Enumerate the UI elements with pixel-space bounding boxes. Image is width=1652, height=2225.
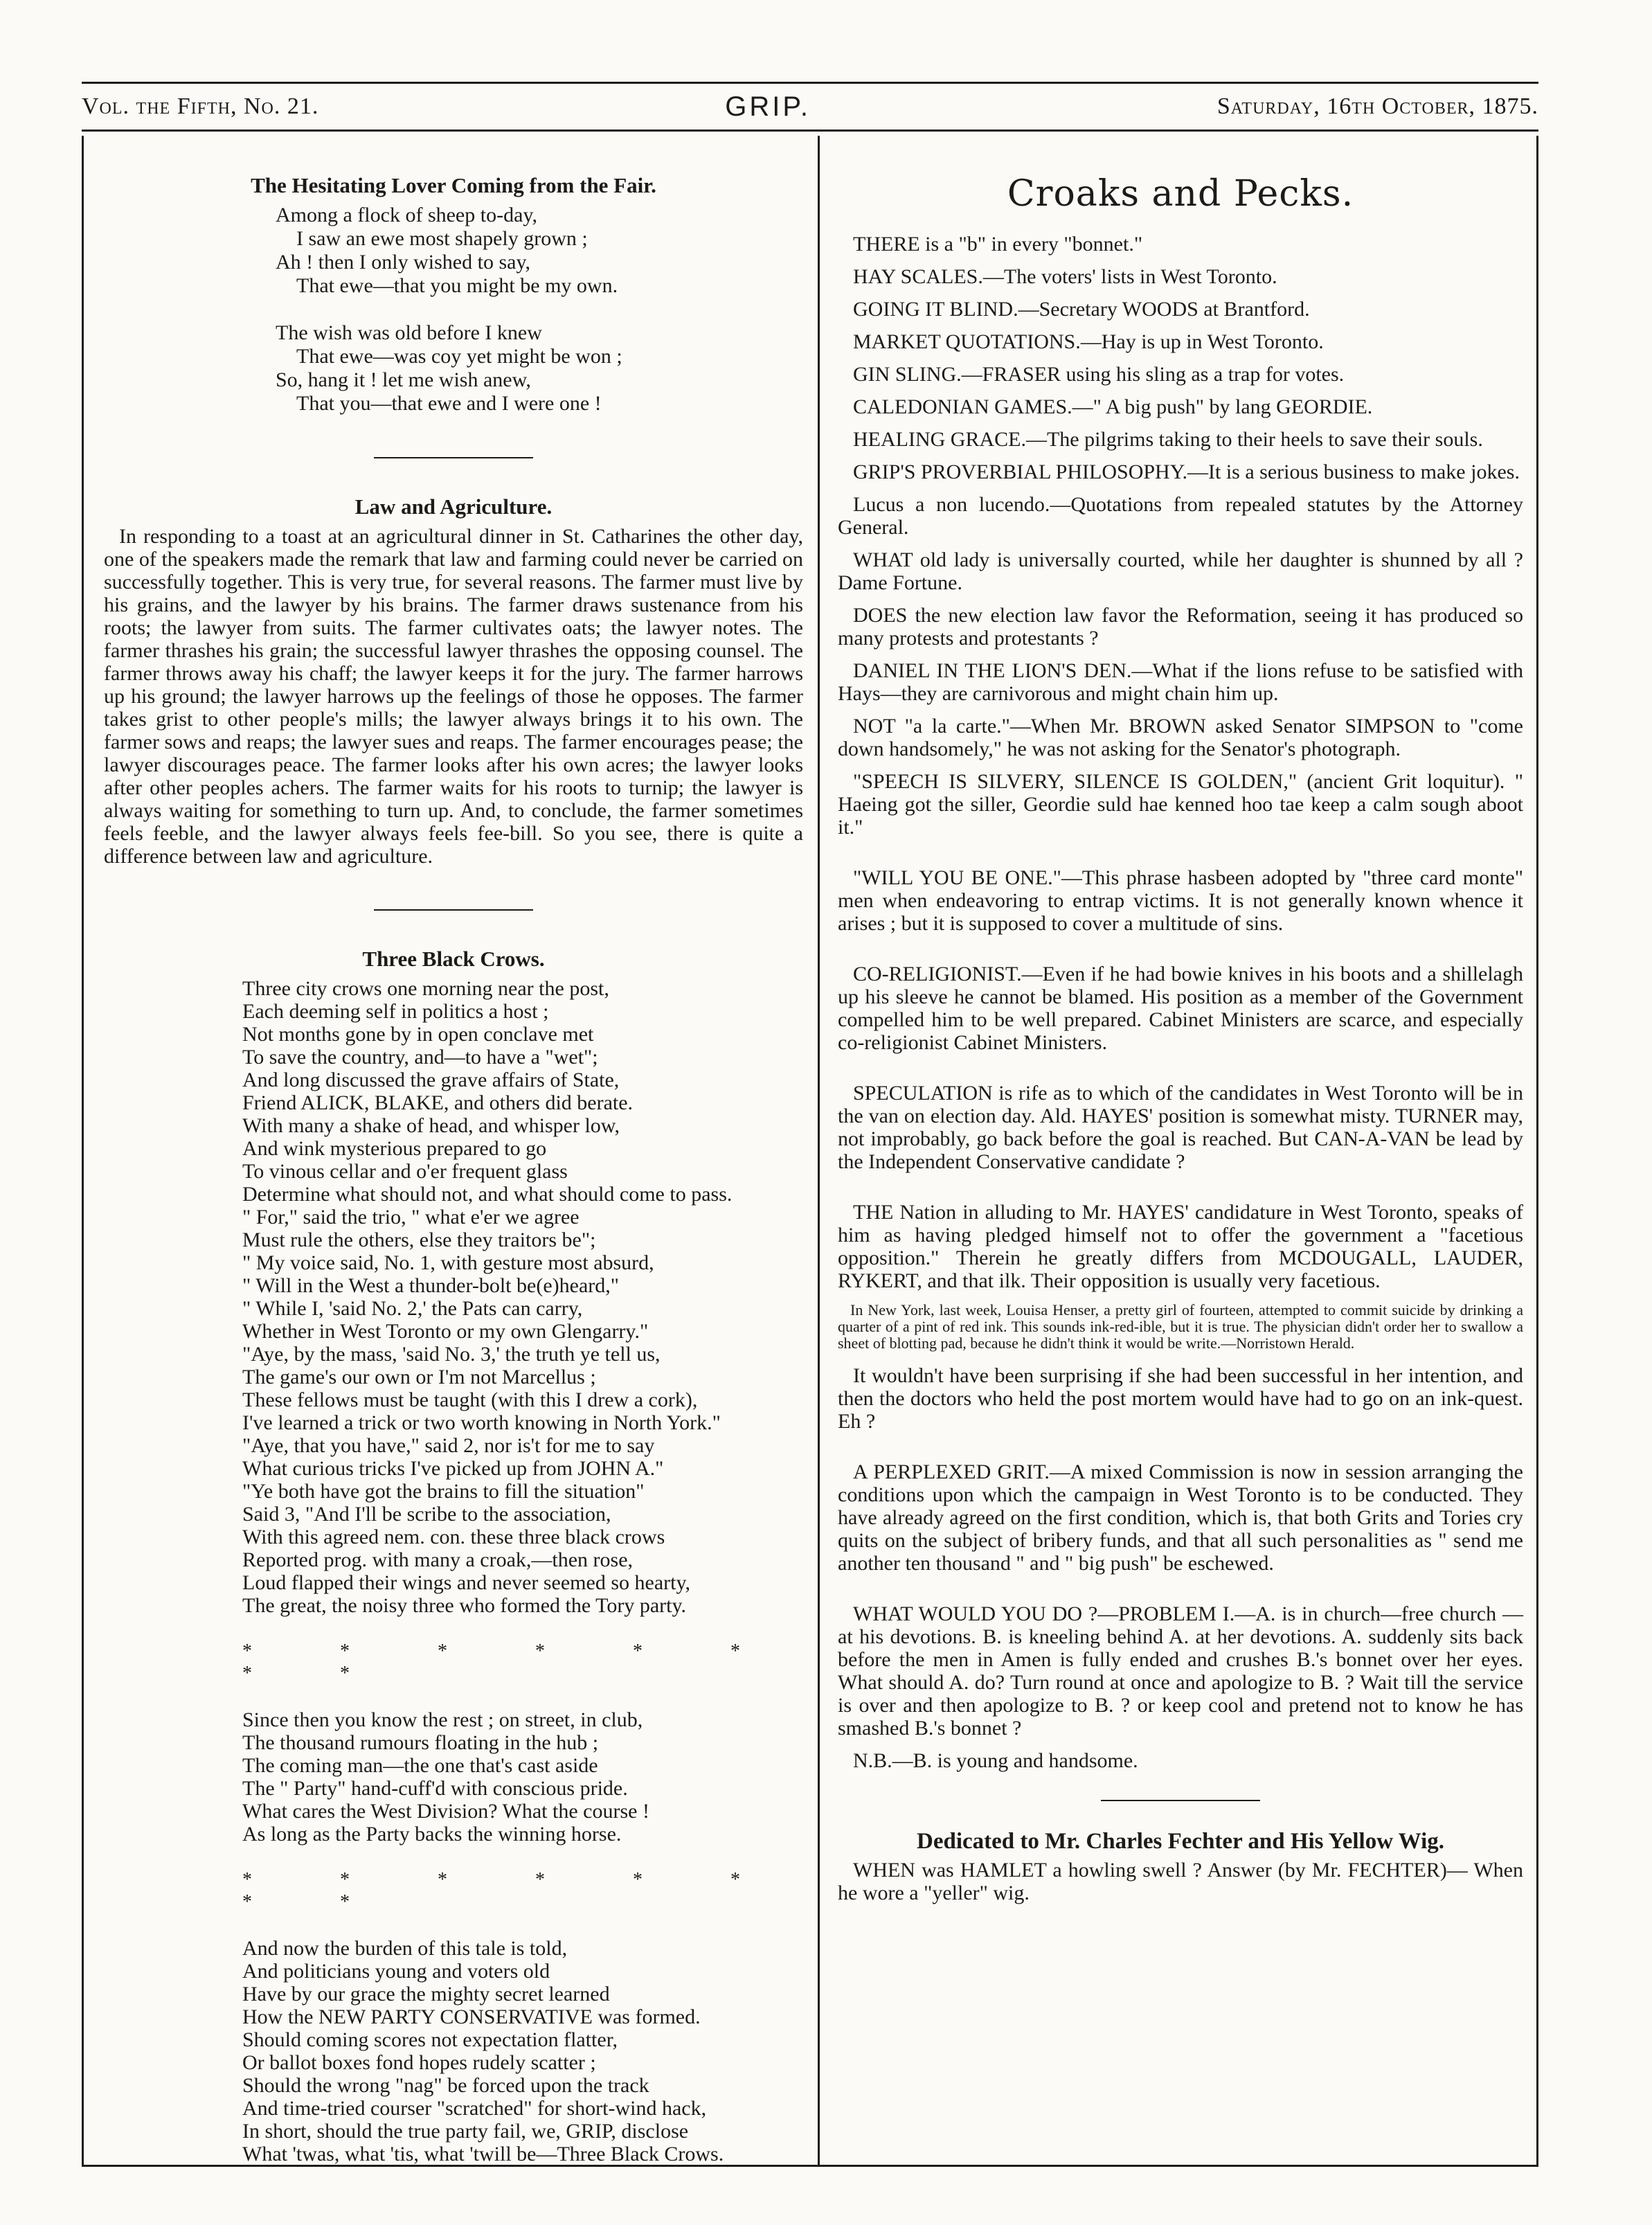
left-border (82, 136, 84, 2165)
section-divider (374, 909, 533, 911)
poem-line: Among a flock of sheep to-day, (276, 204, 537, 226)
poem-line: Friend ALICK, BLAKE, and others did berate. (242, 1091, 634, 1114)
crows-poem-title: Three Black Crows. (362, 947, 545, 971)
lover-stanza-1 (276, 204, 803, 298)
poem-line: Not months gone by in open conclave met (242, 1023, 594, 1046)
poem-line: The game's our own or I'm not Marcellus ; (242, 1366, 596, 1388)
croak-item: CALEDONIAN GAMES.—" A big push" by lang GEORDIE. (853, 395, 1373, 418)
poem-line: With many a shake of head, and whisper low, (242, 1114, 620, 1137)
poem-line: I've learned a trick or two worth knowing in North York." (242, 1411, 721, 1434)
poem-line: How the NEW PARTY CONSERVATIVE was formed. (242, 2005, 701, 2028)
poem-line: The thousand rumours floating in the hub ; (242, 1731, 599, 1754)
volume-number: Vol. the Fifth, No. 21. (82, 93, 319, 119)
croak-item: SPECULATION is rife as to which of the candidates in West Toronto will be in the van on election day. Ald. HAYES' position is somewhat misty. TURNER may, not improbably, go back before the goal is reached. But CAN-A-VAN be lead by the Independent Conservative candidate ? (838, 1082, 1523, 1173)
ink-suicide-note: In New York, last week, Louisa Henser, a pretty girl of fourteen, attempted to commit suicide by drinking a quarter of a pint of red ink. This sounds ink-red-ible, but it is true. The physician didn't order her to swallow a sheet of blotting pad, because he didn't think it would be write.—Norristown Herald. (838, 1301, 1523, 1352)
crows-poem-part-1 (242, 977, 803, 1617)
croak-item: It wouldn't have been surprising if she had been successful in her intention, and then the doctors who held the post mortem would have had to go on an ink-quest. Eh ? (838, 1364, 1523, 1433)
croak-item: WHAT WOULD YOU DO ?—PROBLEM I.—A. is in church—free church —at his devotions. B. is kneeling behind A. at her devotions. A. suddenly sits back before the men in Amen is fully ended and crushes B.'s bonnet over her eyes. What should A. do? Turn round at once and apologize to B. ? Wait till the service is over and then apologize to B. ? or keep cool and pretend not to know he has smashed B.'s bonnet ? (838, 1602, 1523, 1740)
stars-separator: * * * * * * * * (242, 1641, 782, 1684)
croak-item: "SPEECH IS SILVERY, SILENCE IS GOLDEN," (ancient Grit loquitur). " Haeing got the siller, Geordie suld hae kenned hoo tae keep a calm sough aboot it." (838, 770, 1523, 839)
croak-item: DANIEL IN THE LION'S DEN.—What if the lions refuse to be satisfied with Hays—they are carnivorous and might chain him up. (838, 659, 1523, 705)
poem-line: And wink mysterious prepared to go (242, 1137, 547, 1160)
lover-stanza-2 (276, 321, 803, 415)
croak-item: Lucus a non lucendo.—Quotations from repealed statutes by the Attorney General. (838, 493, 1523, 539)
poem-line: The great, the noisy three who formed the Tory party. (242, 1594, 687, 1617)
poem-line: I saw an ewe most shapely grown ; (296, 227, 588, 250)
poem-line: Determine what should not, and what should come to pass. (242, 1183, 733, 1206)
poem-line: " Will in the West a thunder-bolt be(e)heard," (242, 1274, 619, 1297)
poem-line: These fellows must be taught (with this I drew a cork), (242, 1388, 698, 1411)
poem-line: Since then you know the rest ; on street, in club, (242, 1708, 643, 1731)
croak-item: GRIP'S PROVERBIAL PHILOSOPHY.—It is a serious business to make jokes. (853, 461, 1520, 483)
law-article-title: Law and Agriculture. (354, 494, 553, 519)
poem-line: And time-tried courser "scratched" for short-wind hack, (242, 2097, 707, 2120)
right-column (838, 173, 1523, 1914)
poem-line: So, hang it ! let me wish anew, (276, 368, 531, 391)
section-divider (374, 457, 533, 458)
croak-item: GIN SLING.—FRASER using his sling as a trap for votes. (853, 363, 1345, 386)
poem-line: To save the country, and—to have a "wet"; (242, 1046, 598, 1069)
stars-separator: * * * * * * * * (242, 1869, 782, 1913)
poem-line: Each deeming self in politics a host ; (242, 1000, 549, 1023)
croak-item: NOT "a la carte."—When Mr. BROWN asked Senator SIMPSON to "come down handsomely," he was not asking for the Senator's photograph. (838, 715, 1523, 760)
croak-item: HAY SCALES.—The voters' lists in West Toronto. (853, 265, 1277, 288)
croak-item: MARKET QUOTATIONS.—Hay is up in West Toronto. (853, 330, 1324, 353)
poem-line: "Ye both have got the brains to fill the situation" (242, 1480, 645, 1503)
poem-line: Said 3, "And I'll be scribe to the association, (242, 1503, 611, 1526)
section-divider (1101, 1800, 1260, 1801)
poem-line: That ewe—was coy yet might be won ; (296, 345, 622, 368)
poem-line: "Aye, by the mass, 'said No. 3,' the truth ye tell us, (242, 1343, 661, 1366)
poem-line: The coming man—the one that's cast aside (242, 1754, 598, 1777)
poem-line: And long discussed the grave affairs of State, (242, 1069, 620, 1091)
poem-line: " While I, 'said No. 2,' the Pats can carry, (242, 1297, 583, 1320)
poem-line: " My voice said, No. 1, with gesture most absurd, (242, 1251, 654, 1274)
poem-line: And now the burden of this tale is told, (242, 1937, 568, 1960)
poem-line: " For," said the trio, " what e'er we agree (242, 1206, 580, 1228)
column-divider (818, 136, 820, 2165)
croaks-and-pecks-title: Croaks and Pecks. (1007, 173, 1354, 215)
poem-line: And politicians young and voters old (242, 1960, 550, 1983)
masthead (82, 82, 1538, 132)
crows-poem-part-2 (242, 1708, 803, 1846)
right-border (1536, 136, 1538, 2165)
poem-line: The wish was old before I knew (276, 321, 542, 344)
poem-line: What cares the West Division? What the course ! (242, 1800, 649, 1823)
croak-item: THERE is a "b" in every "bonnet." (853, 233, 1143, 256)
poem-line: Have by our grace the mighty secret learned (242, 1983, 610, 2005)
poem-line: Should the wrong "nag" be forced upon the track (242, 2074, 649, 2097)
croak-item: "WILL YOU BE ONE."—This phrase hasbeen adopted by "three card monte" men when endeavoring to entrap victims. It is not generally known whence it arises ; but it is supposed to cover a multitude of sins. (838, 866, 1523, 935)
croak-item: DOES the new election law favor the Reformation, seeing it has produced so many protests and protestants ? (838, 604, 1523, 650)
croak-item: N.B.—B. is young and handsome. (853, 1749, 1138, 1772)
poem-line: The " Party" hand-cuff'd with conscious pride. (242, 1777, 628, 1800)
fechter-title: Dedicated to Mr. Charles Fechter and His Yellow Wig. (917, 1829, 1444, 1854)
lover-poem-title: The Hesitating Lover Coming from the Fair. (251, 173, 656, 197)
poem-line: "Aye, that you have," said 2, nor is't for me to say (242, 1434, 655, 1457)
crows-poem-part-3 (242, 1937, 803, 2165)
masthead-title: GRIP. (725, 91, 811, 122)
poem-line: Loud flapped their wings and never seemed so hearty, (242, 1571, 691, 1594)
lover-poem (276, 204, 803, 415)
fechter-text: WHEN was HAMLET a howling swell ? Answer (by Mr. FECHTER)— When he wore a "yeller" wig. (838, 1859, 1523, 1904)
croak-item: HEALING GRACE.—The pilgrims taking to their heels to save their souls. (853, 428, 1483, 451)
issue-date: Saturday, 16th October, 1875. (1216, 93, 1538, 119)
croak-item: WHAT old lady is universally courted, while her daughter is shunned by all ? Dame Fortune. (838, 548, 1523, 594)
poem-line: What 'twas, what 'tis, what 'twill be—Three Black Crows. (242, 2143, 724, 2165)
poem-line: Ah ! then I only wished to say, (276, 251, 530, 274)
croak-item: CO-RELIGIONIST.—Even if he had bowie knives in his boots and a shillelagh up his sleeve he cannot be blamed. His position as a member of the Government compelled him to be well prepared. Cabinet Ministers are scarce, and especially co-religionist Cabinet Ministers. (838, 963, 1523, 1054)
poem-line: Reported prog. with many a croak,—then rose, (242, 1548, 634, 1571)
law-article-text: In responding to a toast at an agricultural dinner in St. Catharines the other day, one of the speakers made the remark that law and farming could never be carried on successfully together. This is very true, for several reasons. The farmer must live by his grains, and the lawyer by his brains. The farmer draws sustenance from his roots; the lawyer from suits. The farmer cultivates oats; the lawyer notes. The farmer thrashes his grain; the successful lawyer thrashes the opposing counsel. The farmer throws away his chaff; the lawyer keeps it for the jury. The farmer harrows up his ground; the lawyer harrows up the feelings of those he opposes. The farmer takes grist to other people's mills; the lawyer always brings it to his own. The farmer sows and reaps; the lawyer sues and reaps. The farmer encourages pease; the lawyer discourages peace. The farmer looks after his own acres; the lawyer looks after other peoples achers. The farmer waits for his roots to turnip; the lawyer is always waiting for something to turn up. And, to conclude, the farmer sometimes feels feeble, and the lawyer always feels fee-bill. So you see, there is quite a difference between law and agriculture. (104, 525, 803, 868)
poem-line: Whether in West Toronto or my own Glengarry." (242, 1320, 649, 1343)
poem-line: To vinous cellar and o'er frequent glass (242, 1160, 568, 1183)
poem-line: Or ballot boxes fond hopes rudely scatter ; (242, 2051, 596, 2074)
croak-item: GOING IT BLIND.—Secretary WOODS at Brantford. (853, 298, 1310, 321)
poem-line: Must rule the others, else they traitors be"; (242, 1228, 596, 1251)
poem-line: Three city crows one morning near the post, (242, 977, 609, 1000)
poem-line: In short, should the true party fail, we, GRIP, disclose (242, 2120, 689, 2143)
left-column (104, 173, 803, 2165)
poem-line: As long as the Party backs the winning horse. (242, 1823, 622, 1846)
poem-line: With this agreed nem. con. these three black crows (242, 1526, 665, 1548)
poem-line: Should coming scores not expectation flatter, (242, 2028, 618, 2051)
poem-line: What curious tricks I've picked up from JOHN A." (242, 1457, 664, 1480)
poem-line: That you—that ewe and I were one ! (296, 392, 602, 415)
croak-item: THE Nation in alluding to Mr. HAYES' candidature in West Toronto, speaks of him as having pledged himself not to offer the government a "facetious opposition." Therein he greatly differs from MCDOUGALL, LAUDER, RYKERT, and that ilk. Their opposition is usually very facetious. (838, 1201, 1523, 1292)
poem-line: That ewe—that you might be my own. (296, 274, 618, 297)
croak-item: A PERPLEXED GRIT.—A mixed Commission is now in session arranging the conditions upon which the campaign in West Toronto is to be conducted. They have already agreed on the first condition, which is, that both Grits and Tories cry quits on the subject of bribery funds, and that all such personalities as " send me another ten thousand " and " big push" be eschewed. (838, 1460, 1523, 1575)
